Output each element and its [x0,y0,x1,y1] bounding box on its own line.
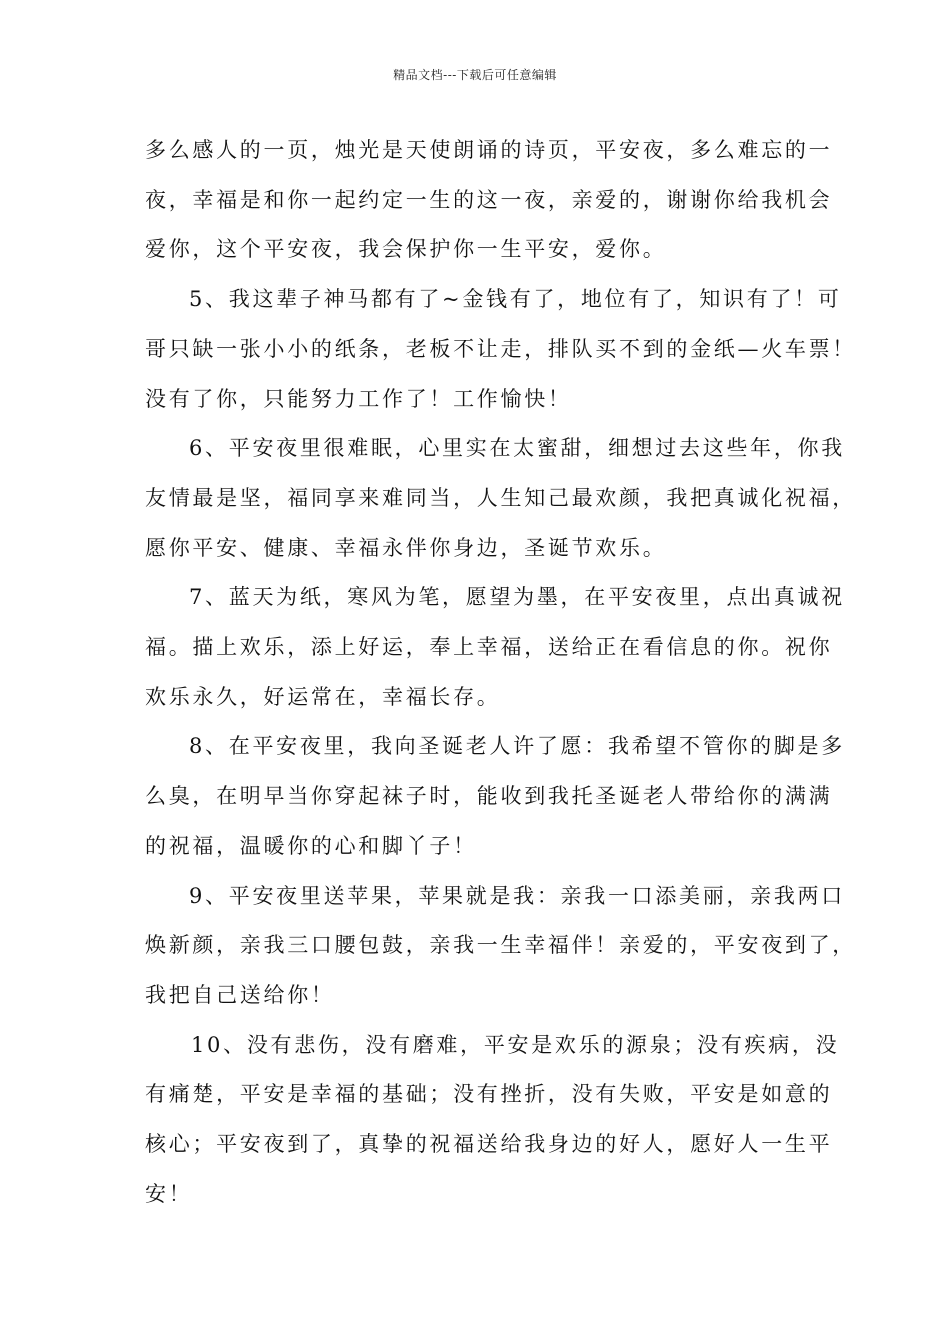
text-line: 没有了你，只能努力工作了！工作愉快！ [145,386,572,411]
page-header: 精品文档---下载后可任意编辑 [393,68,557,82]
text-line: 10、没有悲伤，没有磨难，平安是欢乐的源泉；没有疾病，没 [191,1032,840,1057]
text-line: 愿你平安、健康、幸福永伴你身边，圣诞节欢乐。 [145,535,667,560]
paragraph-6 [145,424,856,573]
text-line: 有痛楚，平安是幸福的基础；没有挫折，没有失败，平安是如意的 [145,1082,833,1107]
text-line: 欢乐永久，好运常在，幸福长存。 [145,684,501,709]
document-body [145,126,856,1219]
paragraph-5 [145,275,856,424]
text-line: 8、在平安夜里，我向圣诞老人许了愿：我希望不管你的脚是多 [189,734,845,759]
paragraph-7 [145,573,845,722]
text-line: 6、平安夜里很难眠，心里实在太蜜甜，细想过去这些年，你我 [189,436,845,461]
text-line: 安！ [145,1181,193,1206]
text-line: 核心；平安夜到了，真挚的祝福送给我身边的好人，愿好人一生平 [145,1132,833,1157]
text-line: 哥只缺一张小小的纸条，老板不让走，排队买不到的金纸—火车票！ [145,336,856,361]
text-line: 多么感人的一页，烛光是天使朗诵的诗页，平安夜，多么难忘的一 [145,138,833,162]
text-line: 9、平安夜里送苹果，苹果就是我：亲我一口添美丽，亲我两口 [189,883,845,908]
paragraph-intro [145,126,835,275]
text-line: 我把自己送给你！ [145,982,335,1007]
text-line: 焕新颜，亲我三口腰包鼓，亲我一生幸福伴！亲爱的，平安夜到了， [145,933,856,958]
text-line: 么臭，在明早当你穿起袜子时，能收到我托圣诞老人带给你的满满 [145,784,833,809]
text-line: 爱你，这个平安夜，我会保护你一生平安，爱你。 [145,237,667,262]
text-line: 夜，幸福是和你一起约定一生的这一夜，亲爱的，谢谢你给我机会 [145,187,833,212]
text-line: 福。描上欢乐，添上好运，奉上幸福，送给正在看信息的你。祝你 [145,635,833,660]
text-line: 友情最是坚，福同享来难同当，人生知己最欢颜，我把真诚化祝福， [145,485,856,510]
text-line: 7、蓝天为纸，寒风为笔，愿望为墨，在平安夜里，点出真诚祝 [189,585,845,610]
paragraph-8 [145,722,845,871]
paragraph-9 [145,872,856,1021]
paragraph-10 [145,1021,840,1220]
text-line: 5、我这辈子神马都有了~金钱有了，地位有了，知识有了！可 [189,287,842,312]
text-line: 的祝福，温暖你的心和脚丫子！ [145,833,477,858]
